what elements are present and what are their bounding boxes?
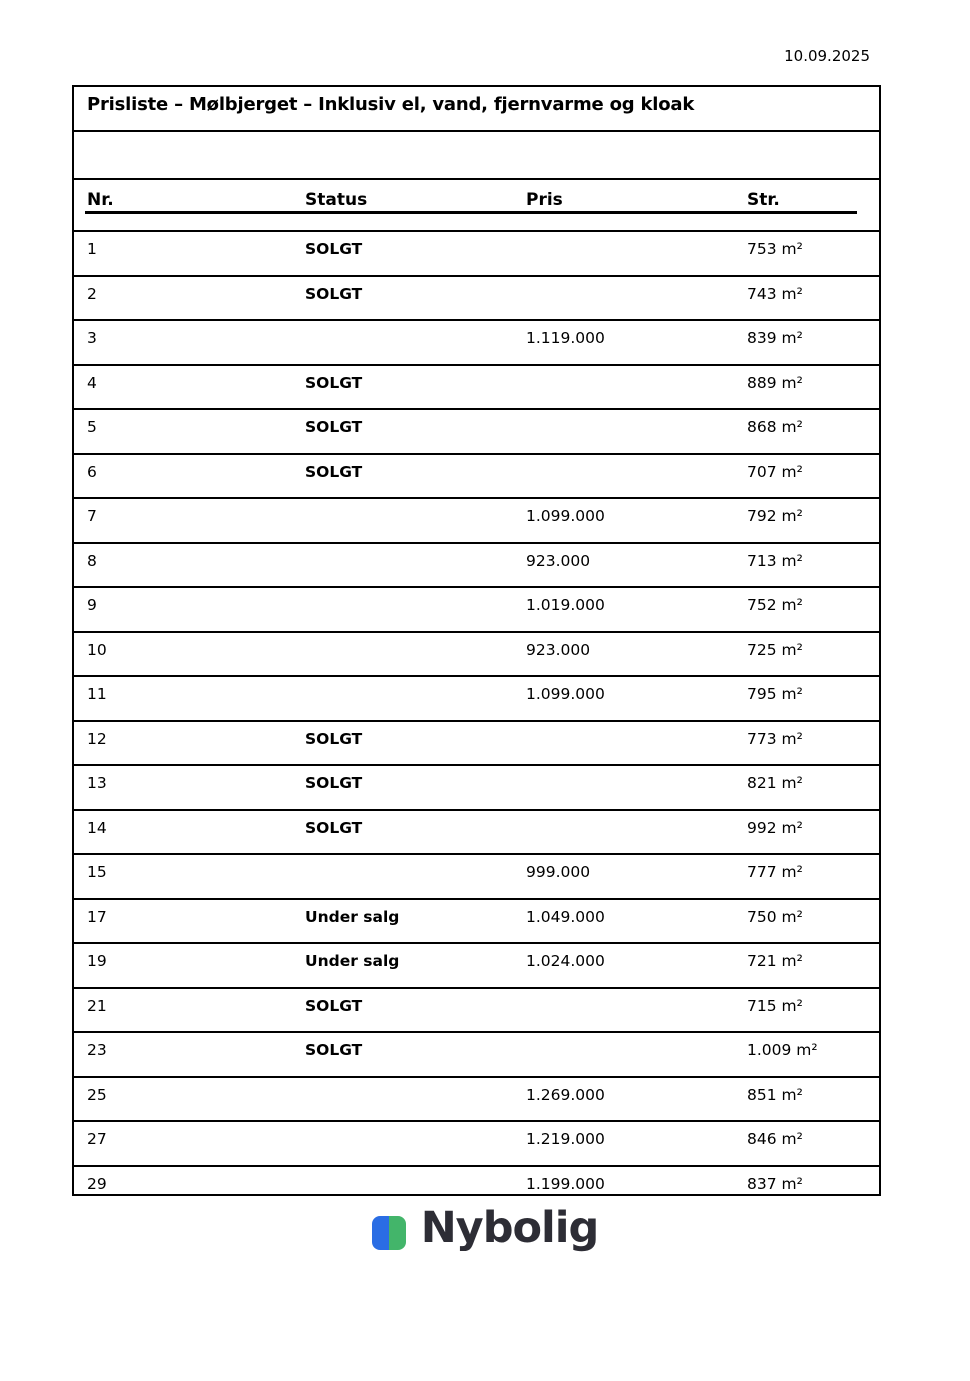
cell-nr: 13 [87, 774, 107, 792]
cell-status: SOLGT [305, 418, 363, 436]
table-row [74, 588, 879, 633]
cell-status: Under salg [305, 952, 400, 970]
cell-pris: 1.099.000 [526, 507, 605, 525]
cell-nr: 15 [87, 863, 107, 881]
cell-status: SOLGT [305, 462, 363, 481]
table-row [74, 366, 879, 411]
table-row [74, 811, 879, 856]
cell-nr: 11 [87, 685, 107, 703]
cell-nr: 8 [87, 551, 97, 570]
cell-status: SOLGT [305, 1041, 363, 1059]
cell-str: 721 m² [747, 952, 803, 970]
cell-nr: 3 [87, 329, 97, 347]
cell-str: 777 m² [747, 863, 803, 881]
cell-str: 753 m² [747, 240, 803, 258]
cell-str: 889 m² [747, 373, 803, 392]
table-row [74, 455, 879, 500]
header-underline [85, 211, 857, 214]
nybolig-logo [0, 1205, 970, 1252]
cell-pris: 923.000 [526, 551, 591, 570]
table-row [74, 633, 879, 678]
table-row [74, 1078, 879, 1123]
cell-pris: 923.000 [526, 640, 591, 659]
cell-nr: 25 [87, 1085, 107, 1104]
nybolig-logo-icon [372, 1216, 406, 1250]
table-row [74, 1167, 879, 1194]
cell-status: Under salg [305, 907, 400, 926]
cell-pris: 1.199.000 [526, 1174, 605, 1193]
cell-status: SOLGT [305, 284, 363, 303]
table-header-row [74, 180, 879, 232]
cell-str: 743 m² [747, 284, 803, 303]
cell-status: SOLGT [305, 774, 363, 792]
cell-str: 773 m² [747, 729, 803, 748]
table-row [74, 1122, 879, 1167]
cell-nr: 1 [87, 240, 97, 258]
table-row [74, 766, 879, 811]
table-rows [74, 232, 879, 1194]
cell-pris: 1.024.000 [526, 952, 605, 970]
price-table [72, 85, 881, 1196]
table-row [74, 499, 879, 544]
cell-status: SOLGT [305, 240, 363, 258]
cell-str: 715 m² [747, 996, 803, 1015]
cell-str: 725 m² [747, 640, 803, 659]
cell-status: SOLGT [305, 373, 363, 392]
table-row [74, 1033, 879, 1078]
cell-str: 1.009 m² [747, 1041, 818, 1059]
cell-nr: 17 [87, 907, 107, 926]
table-row [74, 900, 879, 945]
cell-status: SOLGT [305, 996, 363, 1015]
table-row [74, 722, 879, 767]
cell-nr: 14 [87, 818, 107, 837]
cell-str: 868 m² [747, 418, 803, 436]
column-header-pris: Pris [526, 190, 563, 210]
cell-nr: 29 [87, 1174, 107, 1193]
cell-str: 795 m² [747, 685, 803, 703]
table-spacer-row [74, 132, 879, 180]
cell-nr: 5 [87, 418, 97, 436]
cell-nr: 6 [87, 462, 97, 481]
cell-str: 752 m² [747, 596, 803, 614]
cell-nr: 12 [87, 729, 107, 748]
cell-nr: 9 [87, 596, 97, 614]
cell-nr: 23 [87, 1041, 107, 1059]
table-row [74, 855, 879, 900]
column-header-status: Status [305, 190, 368, 210]
cell-pris: 999.000 [526, 863, 591, 881]
cell-nr: 4 [87, 373, 97, 392]
cell-nr: 19 [87, 952, 107, 970]
cell-str: 839 m² [747, 329, 803, 347]
cell-nr: 7 [87, 507, 97, 525]
table-row [74, 944, 879, 989]
table-row [74, 277, 879, 322]
cell-nr: 2 [87, 284, 97, 303]
cell-str: 707 m² [747, 462, 803, 481]
document-date: 10.09.2025 [784, 47, 870, 65]
cell-nr: 10 [87, 640, 107, 659]
cell-str: 792 m² [747, 507, 803, 525]
cell-nr: 21 [87, 996, 107, 1015]
cell-str: 821 m² [747, 774, 803, 792]
table-row [74, 544, 879, 589]
cell-pris: 1.119.000 [526, 329, 605, 347]
column-header-nr: Nr. [87, 190, 114, 210]
cell-str: 846 m² [747, 1130, 803, 1148]
cell-pris: 1.049.000 [526, 907, 605, 926]
table-row [74, 410, 879, 455]
cell-status: SOLGT [305, 729, 363, 748]
cell-pris: 1.219.000 [526, 1130, 605, 1148]
table-row [74, 677, 879, 722]
column-header-str: Str. [747, 190, 780, 210]
cell-str: 713 m² [747, 551, 803, 570]
table-row [74, 989, 879, 1034]
cell-str: 851 m² [747, 1085, 803, 1104]
cell-pris: 1.269.000 [526, 1085, 605, 1104]
cell-str: 992 m² [747, 818, 803, 837]
nybolig-logo-text: Nybolig [420, 1203, 599, 1253]
table-title: Prisliste – Mølbjerget – Inklusiv el, vand, fjernvarme og kloak [74, 87, 879, 132]
table-row [74, 232, 879, 277]
cell-str: 750 m² [747, 907, 803, 926]
cell-nr: 27 [87, 1130, 107, 1148]
cell-status: SOLGT [305, 818, 363, 837]
cell-pris: 1.019.000 [526, 596, 605, 614]
cell-str: 837 m² [747, 1174, 803, 1193]
table-row [74, 321, 879, 366]
cell-pris: 1.099.000 [526, 685, 605, 703]
